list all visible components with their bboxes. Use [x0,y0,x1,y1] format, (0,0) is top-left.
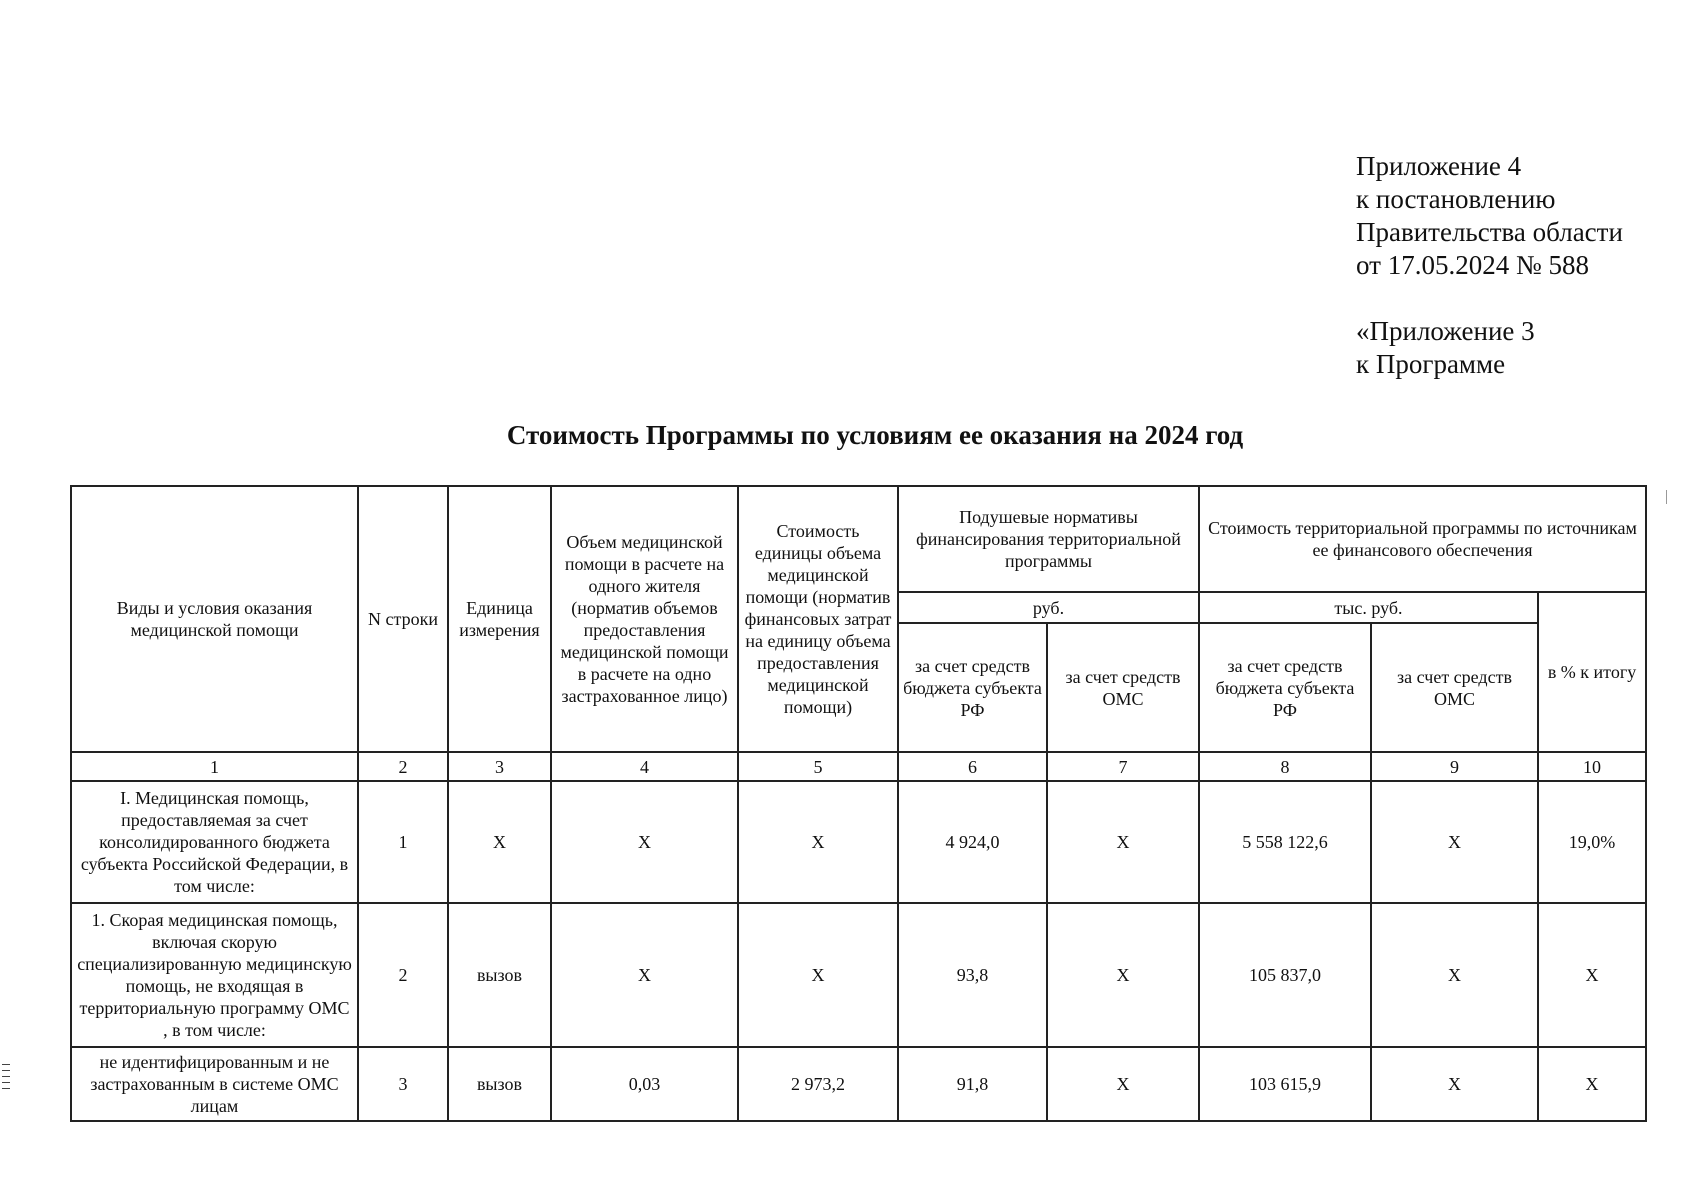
header-cell: за счет средств бюджета субъекта РФ [898,623,1047,752]
column-number: 7 [1047,752,1199,781]
header-line: Правительства области [1356,217,1623,247]
header-cell: за счет средств бюджета субъекта РФ [1199,623,1371,752]
row-percent: 19,0% [1538,781,1646,903]
row-unit-cost: X [738,903,898,1047]
header-cell: за счет средств ОМС [1371,623,1538,752]
table-header-row [71,486,1646,592]
row-per-capita-budget: 91,8 [898,1047,1047,1121]
row-number: 1 [358,781,448,903]
row-total-budget: 105 837,0 [1199,903,1371,1047]
header-line: к Программе [1356,349,1506,379]
row-total-oms: X [1371,1047,1538,1121]
row-volume: X [551,903,738,1047]
column-number: 5 [738,752,898,781]
row-number: 2 [358,903,448,1047]
row-volume: 0,03 [551,1047,738,1121]
column-number: 4 [551,752,738,781]
header-cell: Виды и условия оказания медицинской помощи [71,486,358,752]
cost-table [70,485,1647,1122]
row-unit-cost: X [738,781,898,903]
row-unit: X [448,781,551,903]
table-row [71,1047,1646,1121]
header-cell: за счет средств ОМС [1047,623,1199,752]
column-number: 1 [71,752,358,781]
row-volume: X [551,781,738,903]
column-number: 6 [898,752,1047,781]
scan-margin-marks [2,1064,10,1094]
header-cell: Объем медицинской помощи в расчете на одного жителя (норматив объемов предоставления медицинской помощи в расчете на одно застрахованное лицо) [551,486,738,752]
row-per-capita-oms: X [1047,781,1199,903]
row-number: 3 [358,1047,448,1121]
column-number: 2 [358,752,448,781]
column-number: 10 [1538,752,1646,781]
header-cell: N строки [358,486,448,752]
header-group-cell: Стоимость территориальной программы по источникам ее финансового обеспечения [1199,486,1646,592]
header-line: к постановлению [1356,184,1556,214]
row-name: I. Медицинская помощь, предоставляемая за счет консолидированного бюджета субъекта Российской Федерации, в том числе: [71,781,358,903]
column-number: 9 [1371,752,1538,781]
header-cell: в % к итогу [1538,592,1646,752]
table-row [71,903,1646,1047]
row-total-oms: X [1371,781,1538,903]
row-total-budget: 5 558 122,6 [1199,781,1371,903]
row-name: 1. Скорая медицинская помощь, включая скорую специализированную медицинскую помощь, не входящая в территориальную программу ОМС , в том числе: [71,903,358,1047]
scan-edge-mark [1666,490,1667,504]
approval-header [1356,150,1623,381]
header-line: от 17.05.2024 № 588 [1356,250,1589,280]
row-per-capita-budget: 93,8 [898,903,1047,1047]
column-number-row [71,752,1646,781]
row-unit: вызов [448,903,551,1047]
row-per-capita-budget: 4 924,0 [898,781,1047,903]
row-unit-cost: 2 973,2 [738,1047,898,1121]
row-total-budget: 103 615,9 [1199,1047,1371,1121]
table-row [71,781,1646,903]
header-line: Приложение 4 [1356,151,1522,181]
document-title: Стоимость Программы по условиям ее оказания на 2024 год [506,420,1244,450]
row-name: не идентифицированным и не застрахованным в системе ОМС лицам [71,1047,358,1121]
header-group-cell: Подушевые нормативы финансирования территориальной программы [898,486,1199,592]
header-cell: Единица измерения [448,486,551,752]
row-percent: X [1538,1047,1646,1121]
header-line: «Приложение 3 [1356,316,1535,346]
row-percent: X [1538,903,1646,1047]
row-unit: вызов [448,1047,551,1121]
header-cell: Стоимость единицы объема медицинской помощи (норматив финансовых затрат на единицу объема предоставления медицинской помощи) [738,486,898,752]
row-per-capita-oms: X [1047,1047,1199,1121]
row-total-oms: X [1371,903,1538,1047]
unit-cell: тыс. руб. [1199,592,1538,623]
row-per-capita-oms: X [1047,903,1199,1047]
column-number: 3 [448,752,551,781]
unit-cell: руб. [898,592,1199,623]
column-number: 8 [1199,752,1371,781]
